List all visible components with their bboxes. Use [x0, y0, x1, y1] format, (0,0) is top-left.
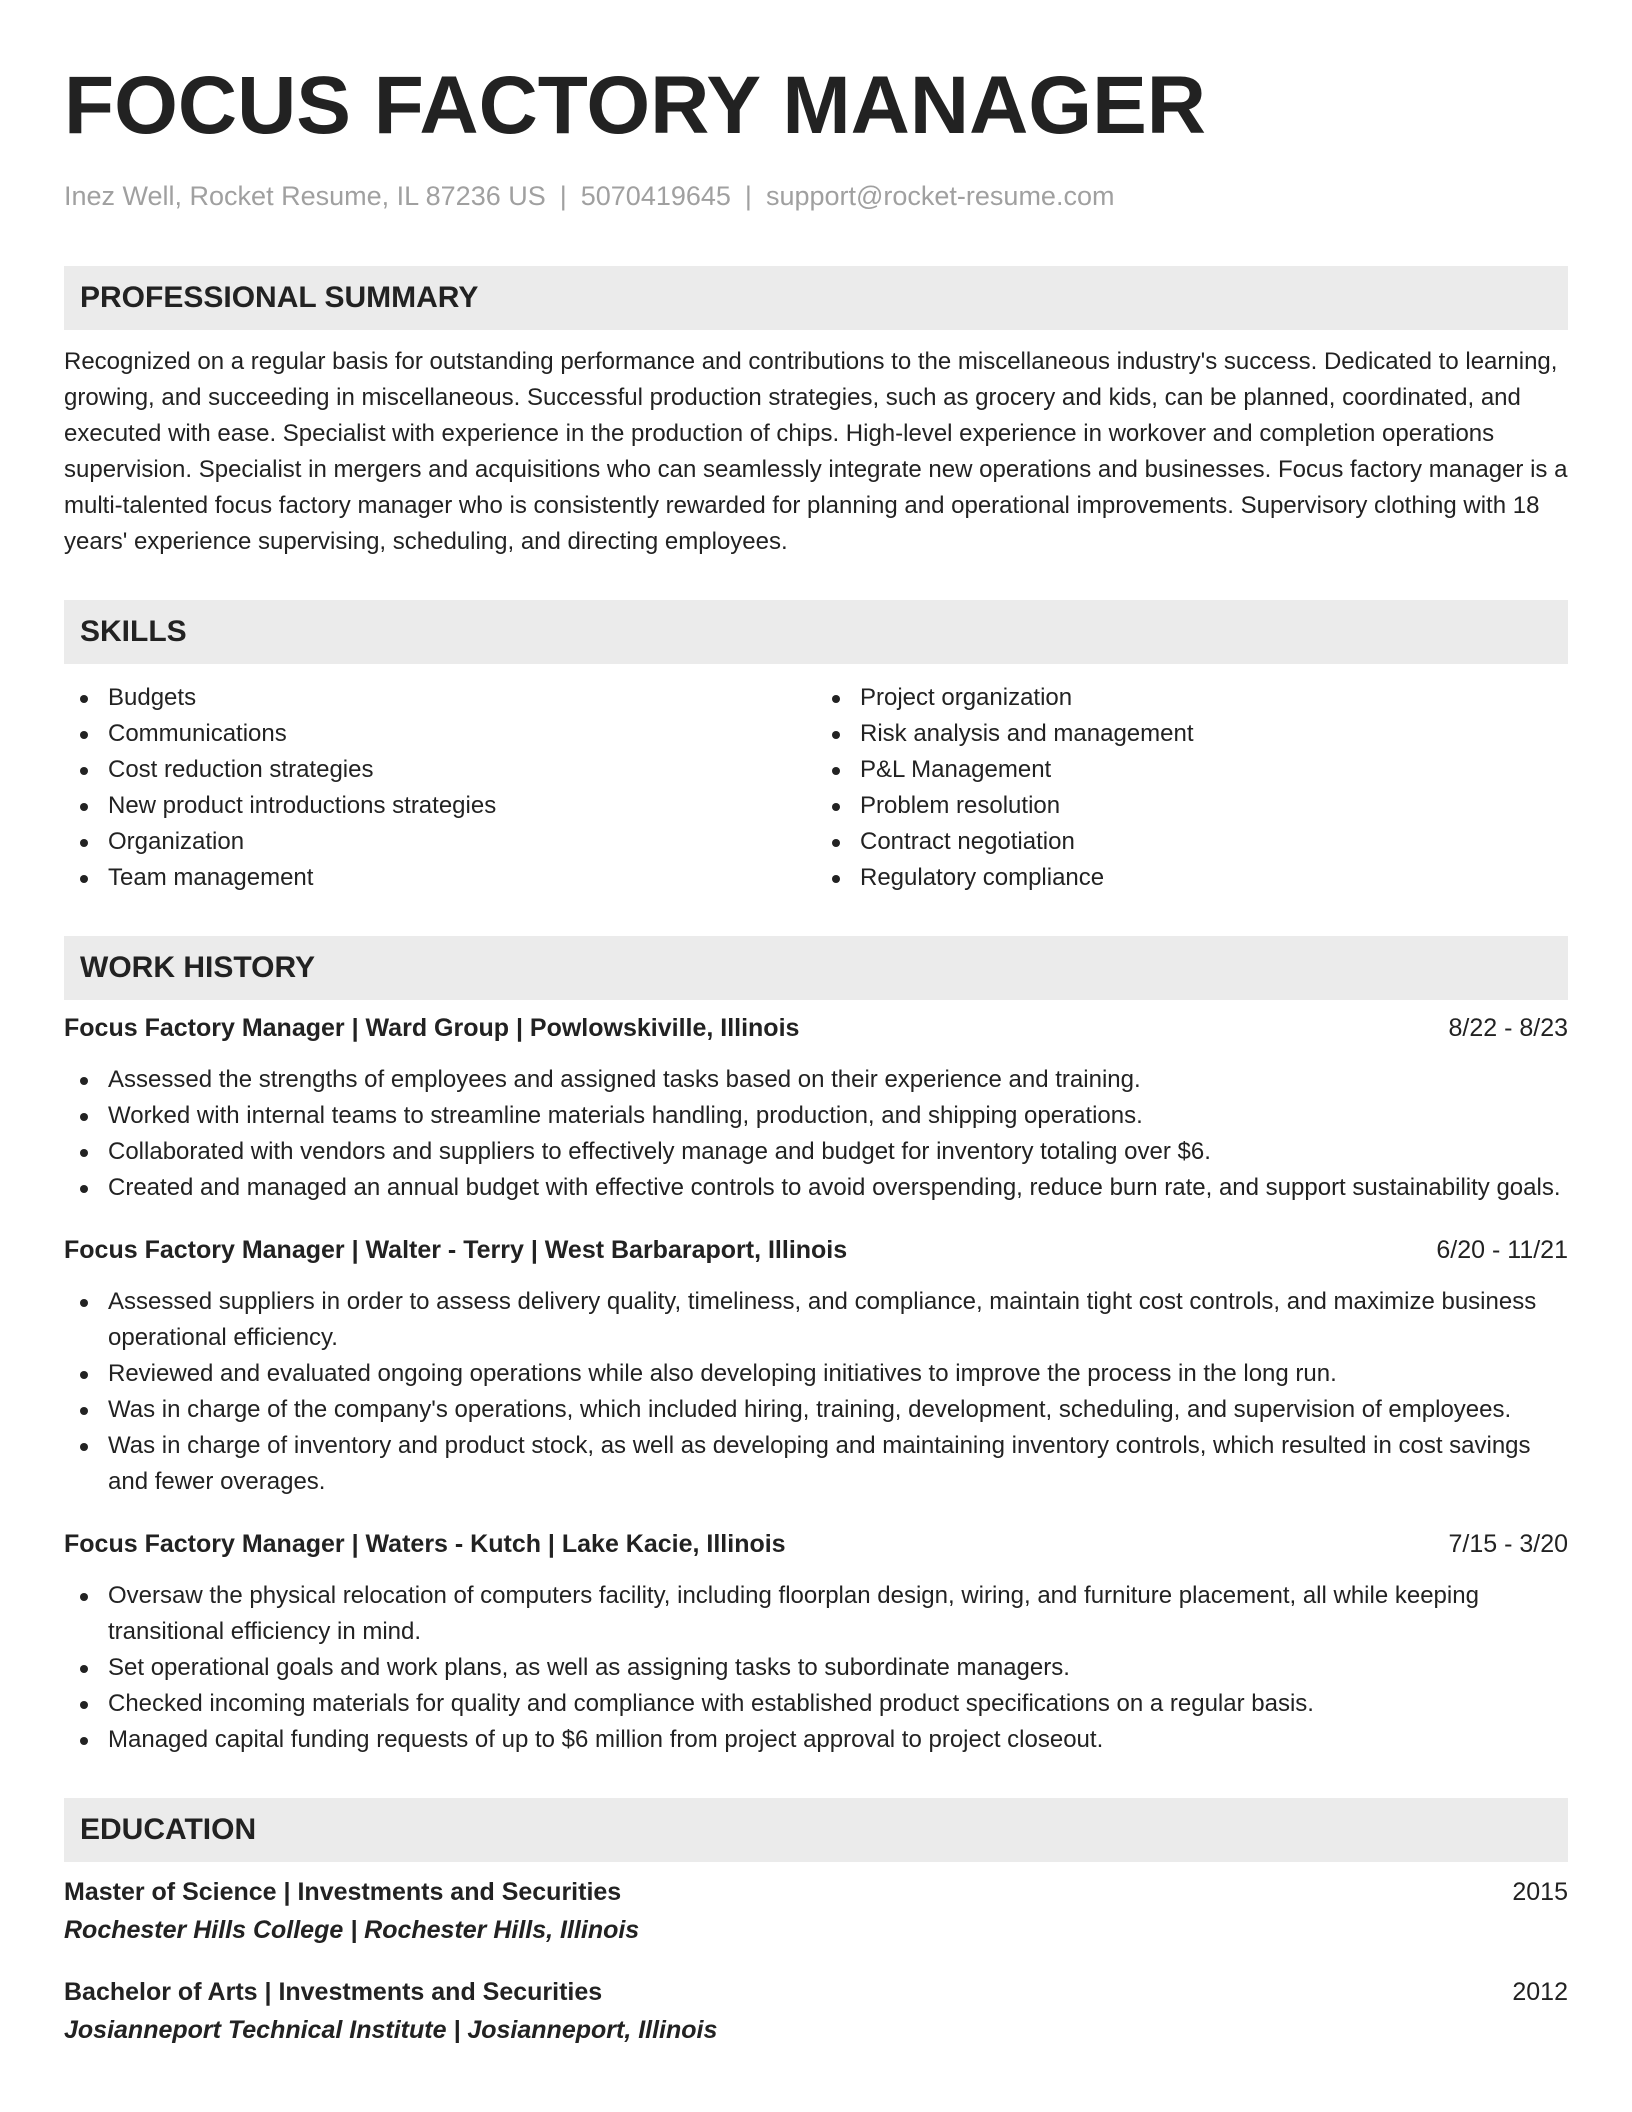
- skill-item: Project organization: [816, 680, 1568, 716]
- skill-item: New product introductions strategies: [64, 788, 816, 824]
- skill-item: Problem resolution: [816, 788, 1568, 824]
- job-bullet: Worked with internal teams to streamline materials handling, production, and shipping operations.: [64, 1098, 1568, 1134]
- job-dates: 6/20 - 11/21: [1436, 1236, 1568, 1264]
- education-degree: Master of Science | Investments and Securities: [64, 1878, 622, 1906]
- education-header: [64, 1974, 1568, 2010]
- education-heading: EDUCATION: [64, 1798, 1568, 1862]
- skill-item: Communications: [64, 716, 816, 752]
- job-bullet: Reviewed and evaluated ongoing operations while also developing initiatives to improve the process in the long run.: [64, 1356, 1568, 1392]
- resume-title: FOCUS FACTORY MANAGER: [64, 60, 1206, 151]
- skills-column-right: [816, 680, 1568, 896]
- skill-item: Regulatory compliance: [816, 860, 1568, 896]
- job-bullet: Assessed suppliers in order to assess delivery quality, timeliness, and compliance, maintain tight cost controls, and maximize business operational efficiency.: [64, 1284, 1568, 1356]
- job-dates: 8/22 - 8/23: [1448, 1014, 1568, 1042]
- contact-address: Inez Well, Rocket Resume, IL 87236 US: [64, 181, 546, 211]
- education-year: 2015: [1512, 1878, 1568, 1906]
- job-dates: 7/15 - 3/20: [1448, 1530, 1568, 1558]
- skill-item: Budgets: [64, 680, 816, 716]
- job-header: [64, 1010, 1568, 1046]
- contact-line: [64, 178, 1568, 214]
- skills-column-left: [64, 680, 816, 896]
- job-header: [64, 1232, 1568, 1268]
- contact-phone: 5070419645: [580, 181, 731, 211]
- summary-text: Recognized on a regular basis for outstanding performance and contributions to the miscellaneous industry's success. Dedicated to learning, growing, and succeeding in miscellaneous. Successful production strategies, such as grocery and kids, can be planned, coordinated, and executed with ease. Specialist with experience in the production of chips. High-level experience in workover and completion operations supervision. Specialist in mergers and acquisitions who can seamlessly integrate new operations and businesses. Focus factory manager is a multi-talented focus factory manager who is consistently rewarded for planning and operational improvements. Supervisory clothing with 18 years' experience supervising, scheduling, and directing employees.: [64, 348, 1568, 555]
- job-bullet: Assessed the strengths of employees and assigned tasks based on their experience and training.: [64, 1062, 1568, 1098]
- job-bullets: [64, 1062, 1568, 1206]
- skills-list: [64, 680, 1568, 896]
- job-bullet: Was in charge of the company's operations, which included hiring, training, development, scheduling, and supervision of employees.: [64, 1392, 1568, 1428]
- job-bullet: Oversaw the physical relocation of computers facility, including floorplan design, wiring, and furniture placement, all while keeping transitional efficiency in mind.: [64, 1578, 1568, 1650]
- skill-item: Organization: [64, 824, 816, 860]
- job-bullet: Collaborated with vendors and suppliers to effectively manage and budget for inventory totaling over $6.: [64, 1134, 1568, 1170]
- job-bullet: Created and managed an annual budget with effective controls to avoid overspending, reduce burn rate, and support sustainability goals.: [64, 1170, 1568, 1206]
- job-entry: [64, 1526, 1568, 1758]
- job-bullet: Checked incoming materials for quality and compliance with established product specifications on a regular basis.: [64, 1686, 1568, 1722]
- skills-heading: SKILLS: [64, 600, 1568, 664]
- job-bullets: [64, 1284, 1568, 1500]
- education-entry: [64, 1874, 1568, 1948]
- job-bullet: Was in charge of inventory and product stock, as well as developing and maintaining inventory controls, which resulted in cost savings and fewer overages.: [64, 1428, 1568, 1500]
- skill-item: Contract negotiation: [816, 824, 1568, 860]
- education-school: Rochester Hills College | Rochester Hills, Illinois: [64, 1916, 640, 1944]
- skill-item: Team management: [64, 860, 816, 896]
- education-year: 2012: [1512, 1978, 1568, 2006]
- job-title: Focus Factory Manager | Ward Group | Powlowskiville, Illinois: [64, 1014, 800, 1042]
- education-header: [64, 1874, 1568, 1910]
- contact-separator: |: [559, 181, 567, 211]
- skill-item: Risk analysis and management: [816, 716, 1568, 752]
- summary-heading: PROFESSIONAL SUMMARY: [64, 266, 1568, 330]
- job-title: Focus Factory Manager | Waters - Kutch | Lake Kacie, Illinois: [64, 1530, 786, 1558]
- education-entry: [64, 1974, 1568, 2048]
- job-entry: [64, 1232, 1568, 1500]
- job-title: Focus Factory Manager | Walter - Terry | West Barbaraport, Illinois: [64, 1236, 848, 1264]
- job-header: [64, 1526, 1568, 1562]
- job-bullet: Managed capital funding requests of up to $6 million from project approval to project closeout.: [64, 1722, 1568, 1758]
- education-degree: Bachelor of Arts | Investments and Securities: [64, 1978, 603, 2006]
- job-entry: [64, 1010, 1568, 1206]
- skill-item: Cost reduction strategies: [64, 752, 816, 788]
- contact-separator: |: [744, 181, 752, 211]
- job-bullets: [64, 1578, 1568, 1758]
- job-bullet: Set operational goals and work plans, as well as assigning tasks to subordinate managers.: [64, 1650, 1568, 1686]
- contact-email: support@rocket-resume.com: [765, 181, 1115, 211]
- education-school: Josianneport Technical Institute | Josianneport, Illinois: [64, 2016, 718, 2044]
- work-history-heading: WORK HISTORY: [64, 936, 1568, 1000]
- skill-item: P&L Management: [816, 752, 1568, 788]
